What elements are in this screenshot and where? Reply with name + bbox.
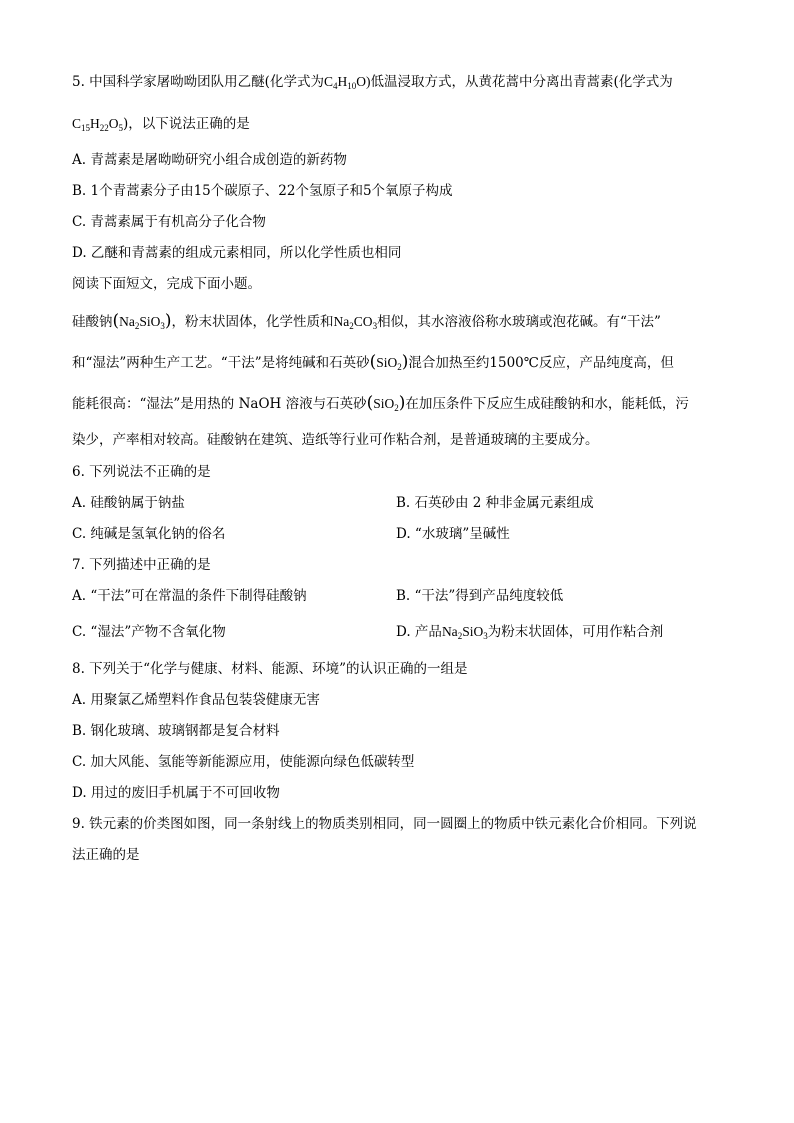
- q8-option-c: C. 加大风能、氢能等新能源应用，使能源向绿色低碳转型: [72, 754, 415, 770]
- q6-option-a: A. 硅酸钠属于钠盐: [72, 495, 185, 511]
- na2sio3-formula-q7: $Na_2SiO_3$: [441, 624, 488, 641]
- q8-option-d: D. 用过的废旧手机属于不可回收物: [72, 785, 280, 801]
- q7-option-a: A. “干法”可在常温的条件下制得硅酸钠: [72, 588, 307, 604]
- q5-option-b: B. 1个青蒿素分子由15个碳原子、22个氢原子和5个氧原子构成: [72, 183, 453, 199]
- q7-stem: 7. 下列描述中正确的是: [72, 557, 211, 573]
- passage-intro: 阅读下面短文，完成下面小题。: [72, 276, 261, 292]
- q5-option-d: D. 乙醚和青蒿素的组成元素相同，所以化学性质也相同: [72, 245, 402, 261]
- passage-line3: 能耗很高：“湿法”是用热的 NaOH 溶液与石英砂(SiO$_2$)在加压条件下反应生成硅酸钠和水，能耗低，污: [72, 393, 689, 413]
- q8-option-a: A. 用聚氯乙烯塑料作食品包装袋健康无害: [72, 692, 320, 708]
- passage-line2: 和“湿法”两种生产工艺。“干法”是将纯碱和石英砂(SiO$_2$)混合加热至约1500℃反应，产品纯度高，但: [72, 352, 674, 372]
- passage-line4: 染少，产率相对较高。硅酸钠在建筑、造纸等行业可作粘合剂，是普通玻璃的主要成分。: [72, 432, 599, 448]
- q5-option-a: A. 青蒿素是屠呦呦研究小组合成创造的新药物: [72, 152, 347, 168]
- q6-option-d: D. “水玻璃”呈碱性: [396, 526, 510, 542]
- passage-line1: 硅酸钠$(Na_2SiO_3)$，粉末状固体，化学性质和$Na_2CO_3$相似，其水溶液俗称水玻璃或泡花碱。有“干法”: [72, 311, 661, 331]
- q9-stem-line2: 法正确的是: [72, 847, 140, 863]
- q6-option-b: B. 石英砂由 2 种非金属元素组成: [396, 495, 594, 511]
- q8-option-b: B. 钢化玻璃、玻璃钢都是复合材料: [72, 723, 280, 739]
- na2sio3-formula: $Na_2SiO_3$: [119, 314, 165, 331]
- q5-stem-line1: [72, 72, 673, 96]
- q5-stem-line2: [72, 114, 250, 138]
- sio2-formula-2: SiO$_2$: [373, 396, 399, 413]
- q5-stem-text-a: 5. 中国科学家屠呦呦团队用乙醚(化学式为: [72, 74, 324, 90]
- q6-stem: 6. 下列说法不正确的是: [72, 464, 211, 480]
- q7-option-d: D. 产品$Na_2SiO_3$为粉末状固体，可用作粘合剂: [396, 624, 664, 641]
- q7-option-c: C. “湿法”产物不含氧化物: [72, 624, 226, 640]
- q7-option-b: B. “干法”得到产品纯度较低: [396, 588, 564, 604]
- q8-stem: 8. 下列关于“化学与健康、材料、能源、环境”的认识正确的一组是: [72, 661, 468, 677]
- q5-stem-text-c: )，以下说法正确的是: [123, 116, 250, 132]
- q9-stem-line1: 9. 铁元素的价类图如图，同一条射线上的物质类别相同，同一圆圈上的物质中铁元素化合价相同。下列说: [72, 816, 697, 832]
- artemisinin-formula: $C_{15}H_{22}O_5$: [72, 116, 124, 133]
- q5-option-c: C. 青蒿素属于有机高分子化合物: [72, 214, 266, 230]
- q6-option-c: C. 纯碱是氢氧化钠的俗名: [72, 526, 226, 542]
- q5-stem-text-b: 低温浸取方式，从黄花蒿中分离出青蒿素(化学式为: [370, 74, 673, 90]
- na2co3-formula: $Na_2CO_3$: [333, 314, 378, 331]
- ether-formula: $C_4H_{10}O$): [323, 74, 371, 91]
- sio2-formula: SiO$_2$: [376, 355, 402, 372]
